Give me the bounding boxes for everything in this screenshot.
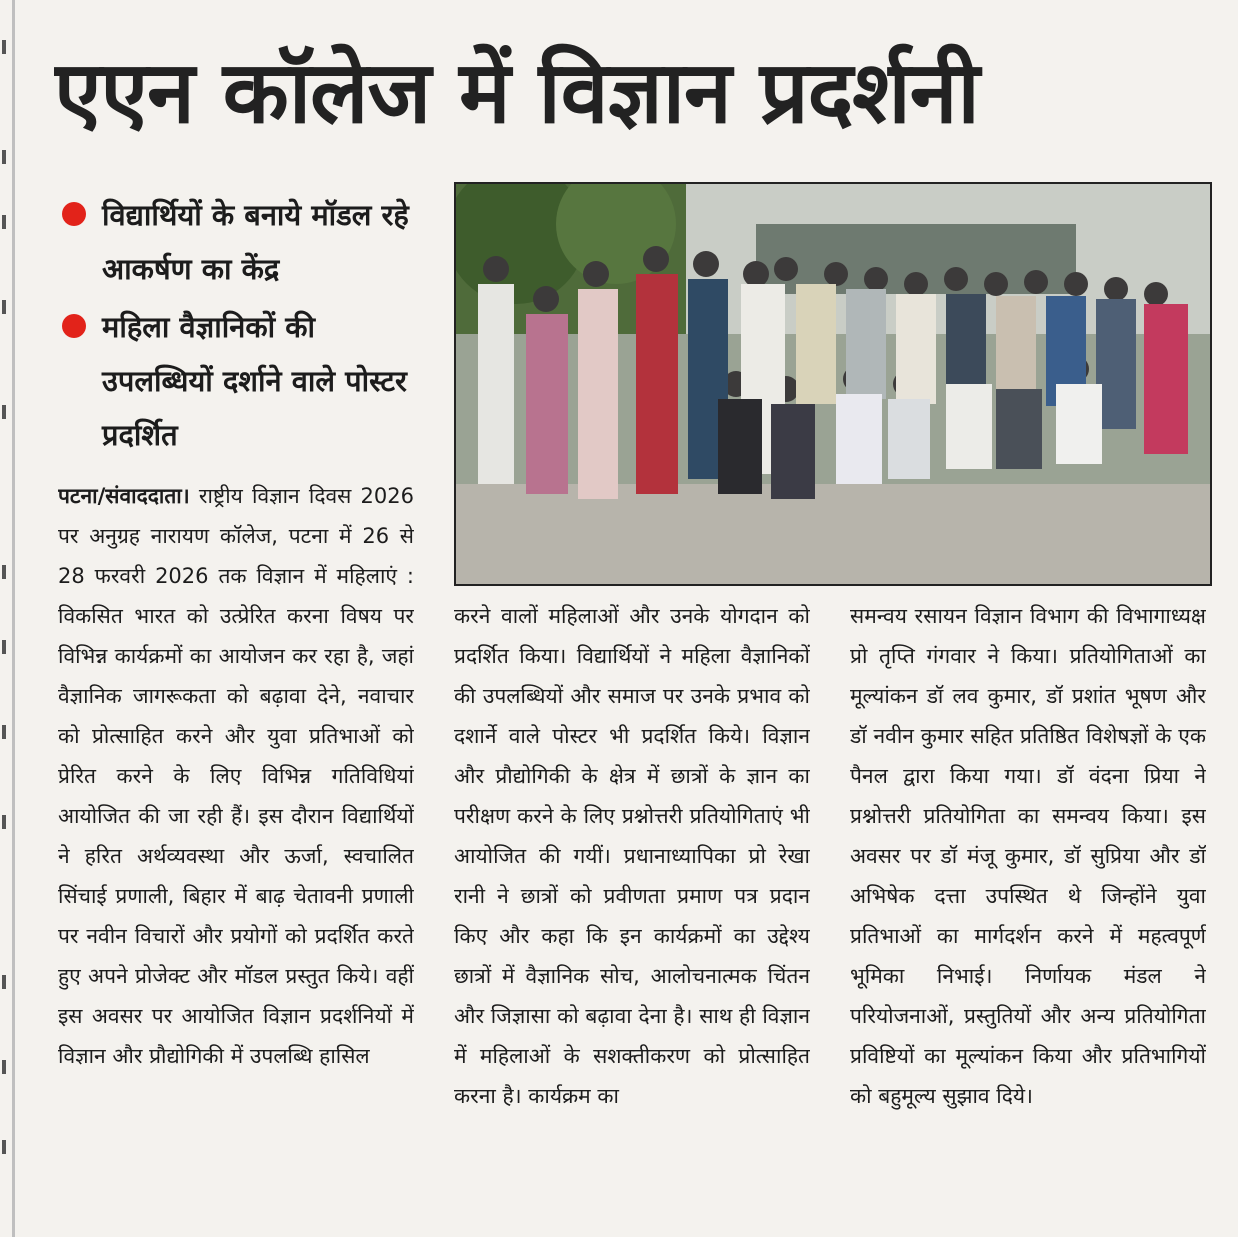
red-dot-icon (62, 202, 86, 226)
dateline: पटना/संवाददाता। (58, 484, 190, 508)
group-photo (454, 182, 1212, 586)
column-rule (12, 0, 15, 1237)
highlight-item (58, 188, 428, 296)
article-column-3 (850, 596, 1206, 1196)
article-text: समन्वय रसायन विज्ञान विभाग की विभागाध्यक्ष प्रो तृप्ति गंगवार ने किया। प्रतियोगिताओं का मूल्यांकन डॉ लव कुमार, डॉ प्रशांत भूषण और डॉ नवीन कुमार सहित प्रतिष्ठित विशेषज्ञों के एक पैनल द्वारा किया गया। डॉ वंदना प्रिया ने प्रश्नोत्तरी प्रतियोगिता का समन्वय किया। इस अवसर पर डॉ मंजू कुमार, डॉ सुप्रिया और डॉ अभिषेक दत्ता उपस्थित थे जिन्होंने युवा प्रतिभाओं का मार्गदर्शन करने में महत्वपूर्ण भूमिका निभाई। निर्णायक मंडल ने परियोजनाओं, प्रस्तुतियों और अन्य प्रतियोगिता प्रविष्टियों का मूल्यांकन किया और प्रतिभागियों को बहुमूल्य सुझाव दिये। (850, 604, 1206, 1108)
article-column-1 (58, 476, 414, 1196)
highlight-text: महिला वैज्ञानिकों की उपलब्धियों दर्शाने वाले पोस्टर प्रदर्शित (102, 310, 407, 452)
red-dot-icon (62, 314, 86, 338)
group-photo-illustration (456, 184, 1210, 584)
headline: एएन कॉलेज में विज्ञान प्रदर्शनी (54, 43, 979, 143)
highlight-text: विद्यार्थियों के बनाये मॉडल रहे आकर्षण का केंद्र (102, 198, 409, 286)
page-edge-marks (0, 0, 10, 1237)
article-column-2 (454, 596, 810, 1196)
article-text: करने वालों महिलाओं और उनके योगदान को प्रदर्शित किया। विद्यार्थियों ने महिला वैज्ञानिकों की उपलब्धियों और समाज पर उनके प्रभाव को दशार्ने वाले पोस्टर भी प्रदर्शित किये। विज्ञान और प्रौद्योगिकी के क्षेत्र में छात्रों के ज्ञान का परीक्षण करने के लिए प्रश्नोत्तरी प्रतियोगिताएं भी आयोजित की गयीं। प्रधानाध्यापिका प्रो रेखा रानी ने छात्रों को प्रवीणता प्रमाण पत्र प्रदान किए और कहा कि इन कार्यक्रमों का उद्देश्य छात्रों में वैज्ञानिक सोच, आलोचनात्मक चिंतन और जिज्ञासा को बढ़ावा देना है। साथ ही विज्ञान में महिलाओं के सशक्तीकरण को प्रोत्साहित करना है। कार्यक्रम का (454, 604, 810, 1108)
highlight-item (58, 300, 428, 462)
article-text: राष्ट्रीय विज्ञान दिवस 2026 पर अनुग्रह नारायण कॉलेज, पटना में 26 से 28 फरवरी 2026 तक विज्ञान में महिलाएं : विकसित भारत को उत्प्रेरित करना विषय पर विभिन्न कार्यक्रमों का आयोजन कर रहा है, जहां वैज्ञानिक जागरूकता को बढ़ावा देने, नवाचार को प्रोत्साहित करने और युवा प्रतिभाओं को प्रेरित करने के लिए विभिन्न गतिविधियां आयोजित की जा रही हैं। इस दौरान विद्यार्थियों ने हरित अर्थव्यवस्था और ऊर्जा, स्वचालित सिंचाई प्रणाली, बिहार में बाढ़ चेतावनी प्रणाली पर नवीन विचारों और प्रयोगों को प्रदर्शित करते हुए अपने प्रोजेक्ट और मॉडल प्रस्तुत किये। वहीं इस अवसर पर आयोजित विज्ञान प्रदर्शनियों में विज्ञान और प्रौद्योगिकी में उपलब्धि हासिल (58, 484, 414, 1068)
highlights (58, 188, 428, 466)
